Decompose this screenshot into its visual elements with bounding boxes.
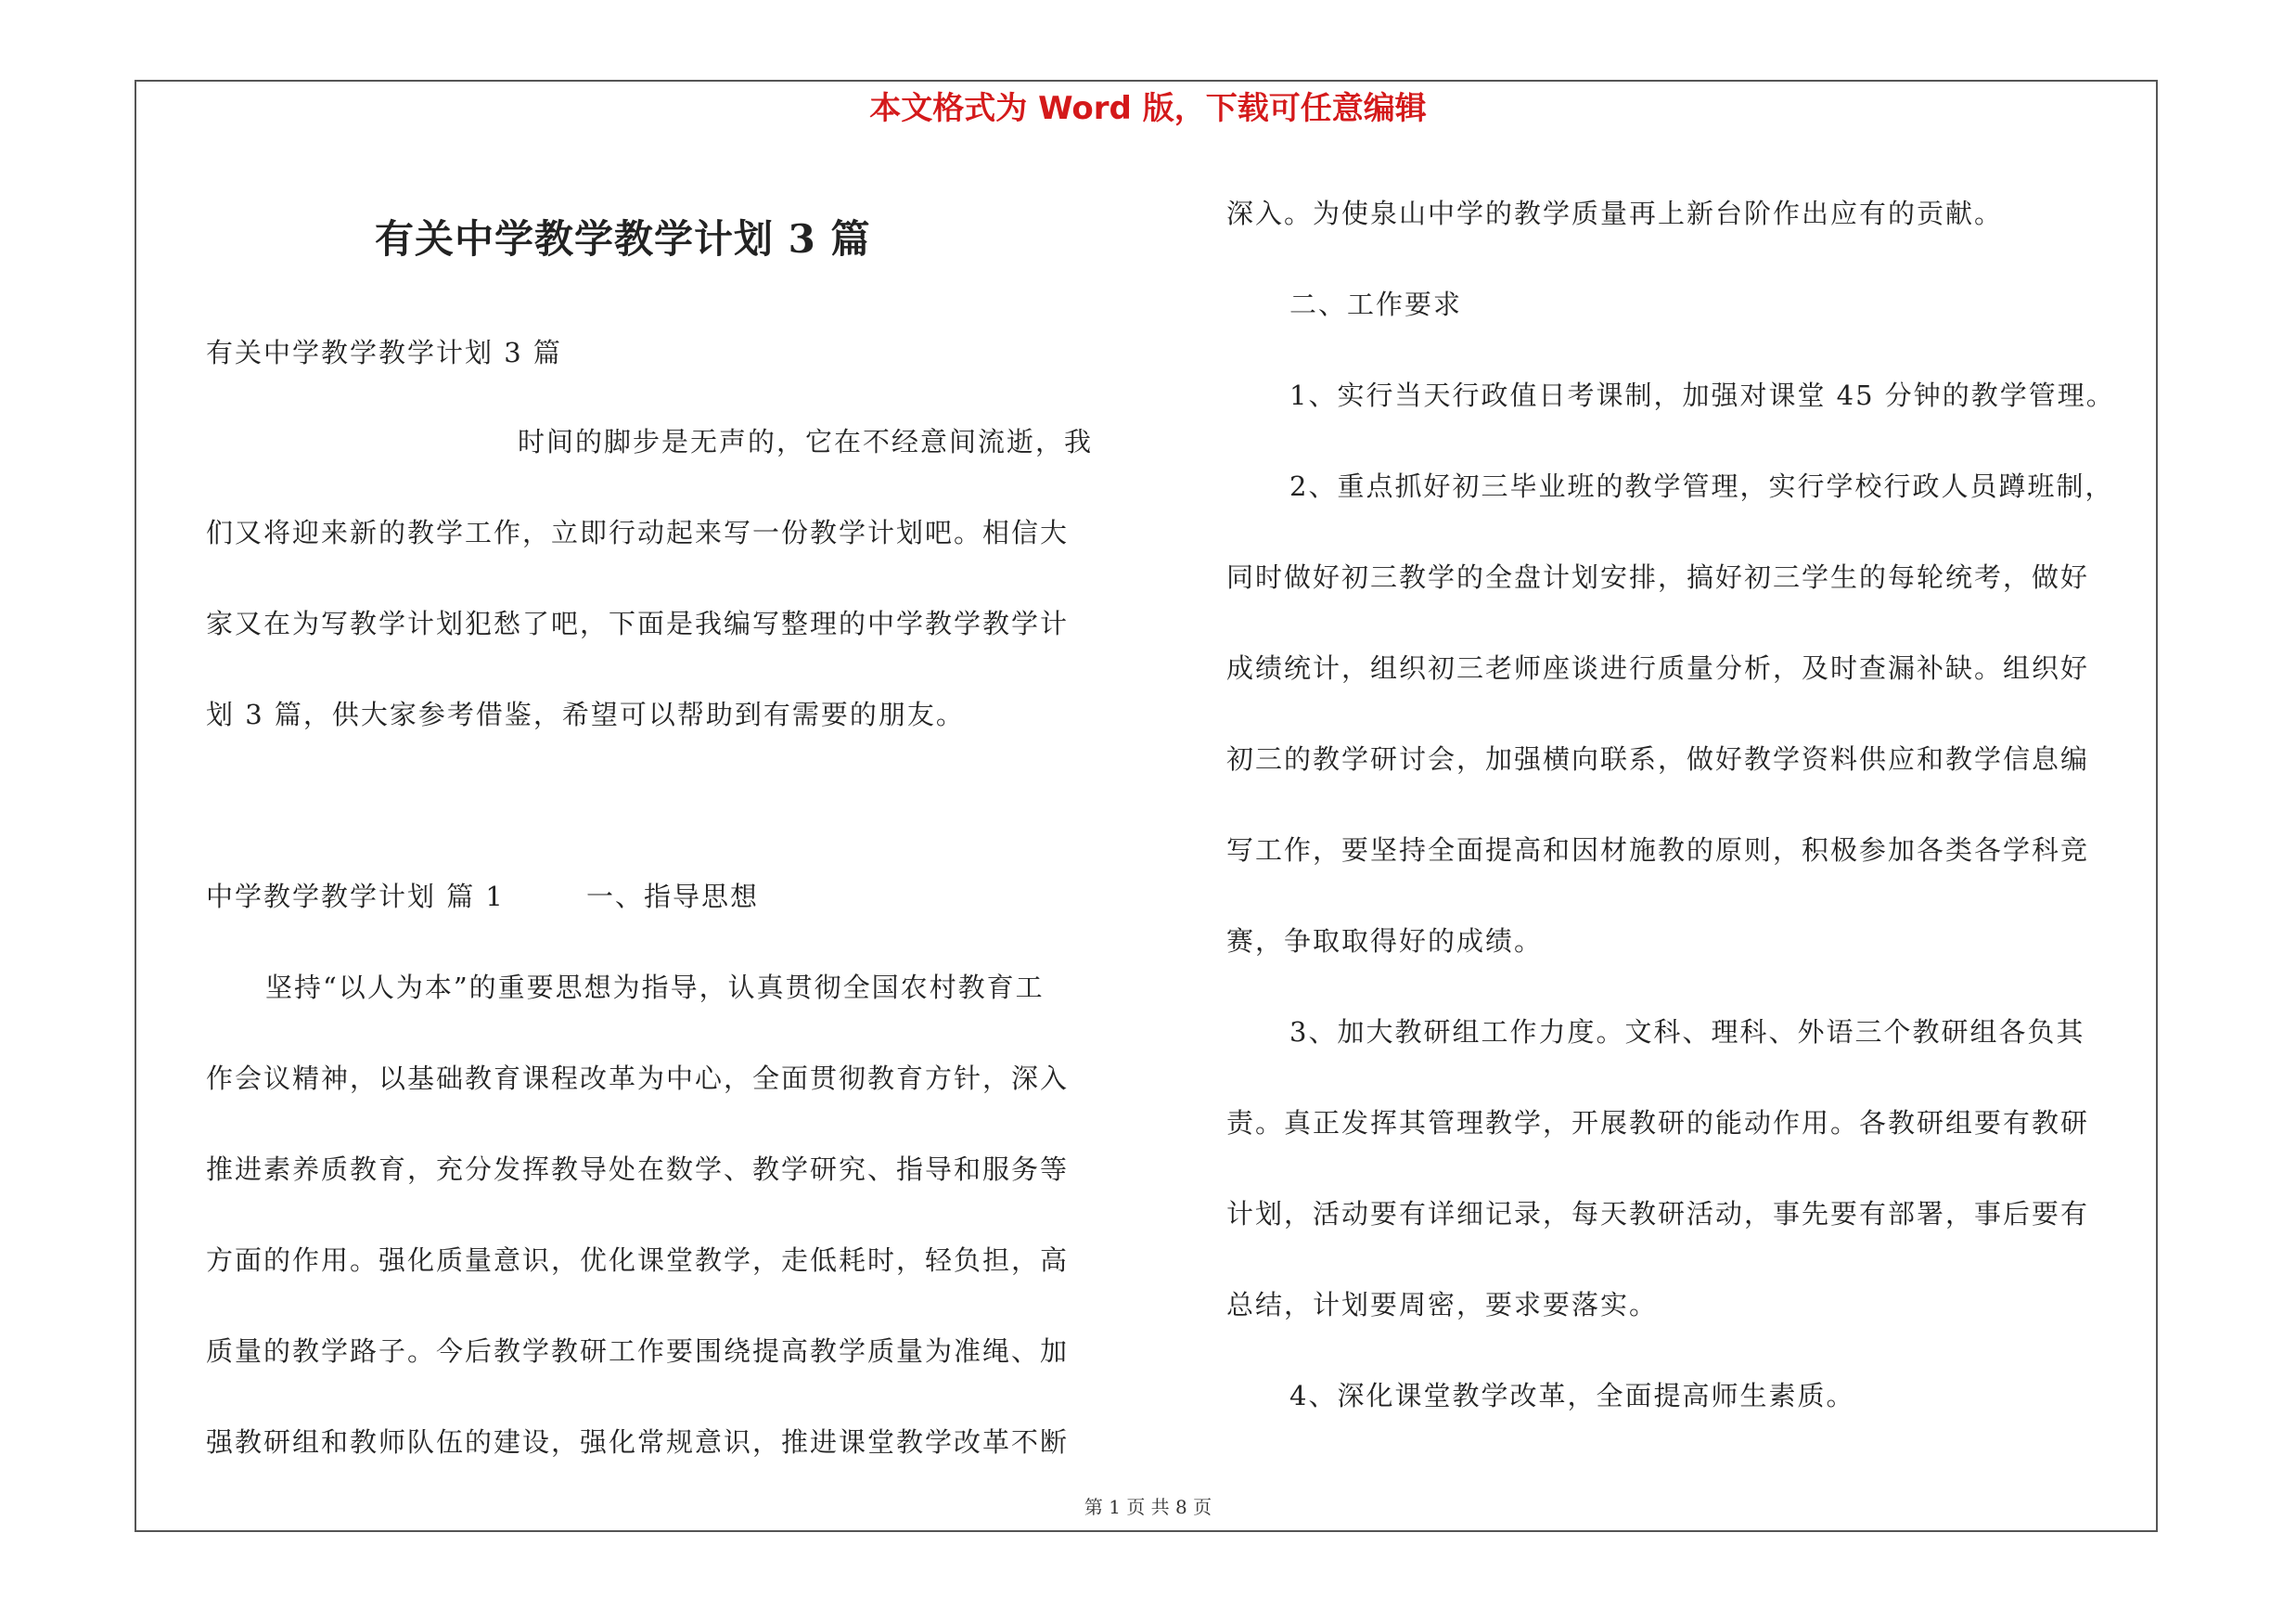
body-line: 初三的教学研讨会，加强横向联系，做好教学资料供应和教学信息编 [1226, 743, 2090, 775]
body-line: 推进素养质教育，充分发挥教导处在数学、教学研究、指导和服务等 [206, 1153, 1070, 1185]
body-line: 4、深化课堂教学改革，全面提高师生素质。 [1289, 1380, 1855, 1411]
body-line: 深入。为使泉山中学的教学质量再上新台阶作出应有的贡献。 [1226, 198, 2004, 229]
body-line: 总结，计划要周密，要求要落实。 [1226, 1289, 1659, 1320]
body-line: 作会议精神，以基础教育课程改革为中心，全面贯彻教育方针，深入 [206, 1063, 1070, 1094]
body-line: 3、加大教研组工作力度。文科、理科、外语三个教研组各负其 [1289, 1016, 2085, 1048]
body-line: 1、实行当天行政值日考课制，加强对课堂 45 分钟的教学管理。 [1289, 380, 2115, 411]
body-line: 同时做好初三教学的全盘计划安排，搞好初三学生的每轮统考，做好 [1226, 561, 2090, 593]
body-line: 方面的作用。强化质量意识，优化课堂教学，走低耗时，轻负担，高 [206, 1244, 1070, 1276]
format-banner: 本文格式为 Word 版，下载可任意编辑 [869, 90, 1427, 127]
body-line: 成绩统计，组织初三老师座谈进行质量分析，及时查漏补缺。组织好 [1226, 652, 2090, 684]
body-line: 质量的教学路子。今后教学教研工作要围绕提高教学质量为准绳、加 [206, 1335, 1070, 1367]
intro-line: 划 3 篇，供大家参考借鉴，希望可以帮助到有需要的朋友。 [206, 699, 965, 730]
page-number: 第 1 页 共 8 页 [1084, 1496, 1212, 1518]
body-line: 强教研组和教师队伍的建设，强化常规意识，推进课堂教学改革不断 [206, 1426, 1070, 1458]
body-line: 赛，争取取得好的成绩。 [1226, 925, 1544, 957]
body-line: 计划，活动要有详细记录，每天教研活动，事先要有部署，事后要有 [1226, 1198, 2090, 1230]
section-subheading: 二、工作要求 [1289, 289, 1463, 320]
intro-line: 家又在为写教学计划犯愁了吧，下面是我编写整理的中学教学教学计 [206, 608, 1070, 639]
body-line: 2、重点抓好初三毕业班的教学管理，实行学校行政人员蹲班制， [1289, 470, 2114, 502]
subtitle: 有关中学教学教学计划 3 篇 [206, 337, 562, 368]
body-line: 坚持“以人为本”的重要思想为指导，认真贯彻全国农村教育工 [265, 972, 1045, 1003]
page-frame [135, 80, 2158, 1532]
body-line: 责。真正发挥其管理教学，开展教研的能动作用。各教研组要有教研 [1226, 1107, 2090, 1139]
document-title: 有关中学教学教学计划 3 篇 [375, 216, 871, 262]
intro-line: 时间的脚步是无声的，它在不经意间流逝，我 [518, 426, 1094, 457]
section-heading: 中学教学教学计划 篇 1 [206, 881, 505, 912]
intro-line: 们又将迎来新的教学工作，立即行动起来写一份教学计划吧。相信大 [206, 517, 1070, 548]
section-subheading: 一、指导思想 [586, 881, 760, 912]
body-line: 写工作，要坚持全面提高和因材施教的原则，积极参加各类各学科竞 [1226, 834, 2090, 866]
